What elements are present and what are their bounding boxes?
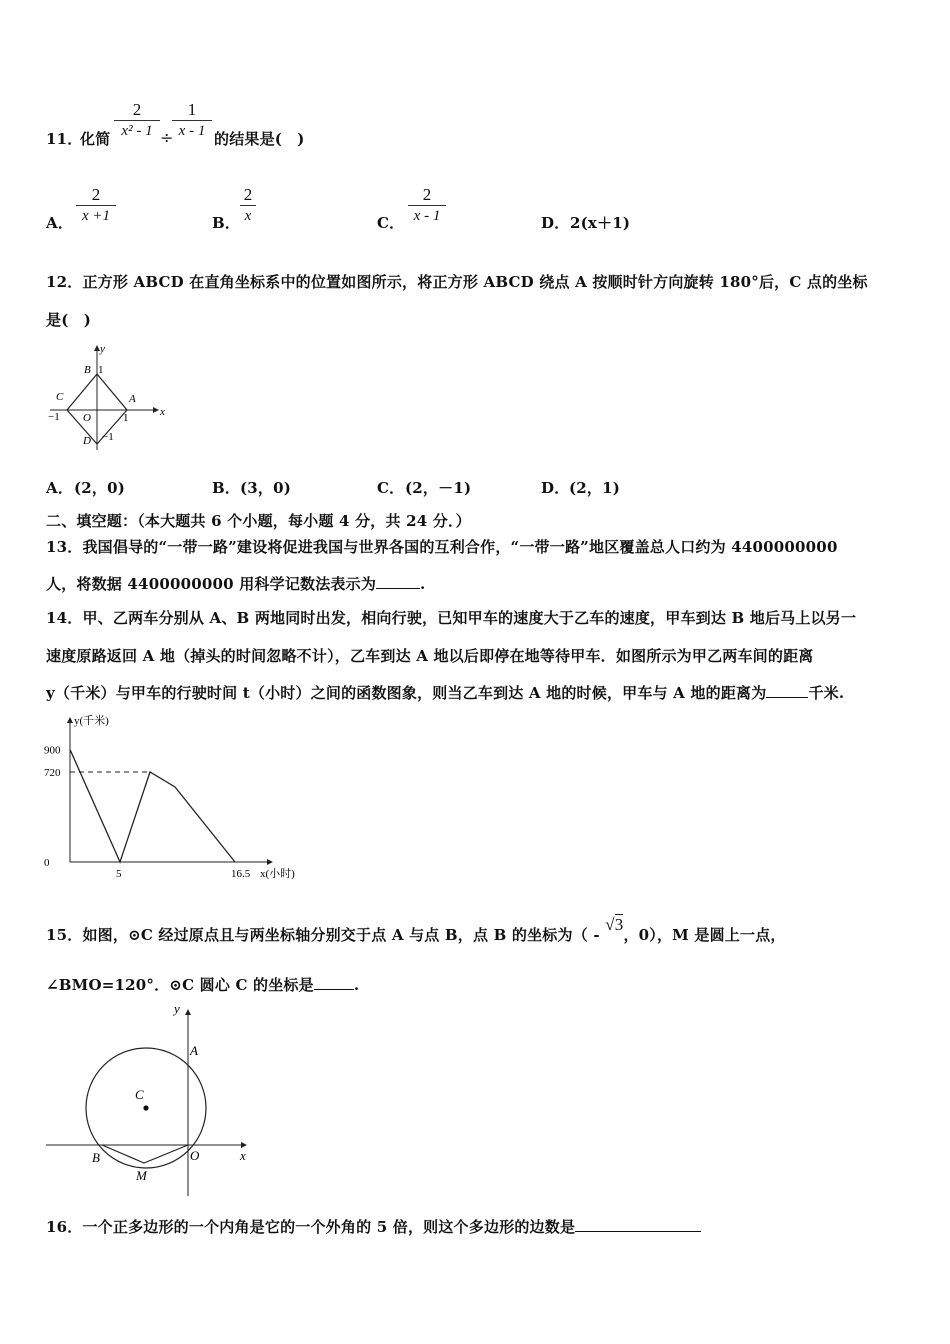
q15-label-x: x [240, 1148, 246, 1163]
q16-line [46, 1216, 701, 1237]
q15-line-2-text: ∠BMO=120°．⊙C 圆心 C 的坐标是 [46, 976, 314, 994]
q15-label-c: C [135, 1087, 144, 1102]
q12-option-c-label: C． [377, 479, 405, 497]
q13-line-2-end: . [420, 575, 426, 593]
q16-text: 16．一个正多边形的一个内角是它的一个外角的 5 倍，则这个多边形的边数是 [46, 1218, 576, 1236]
q13-line-1: 13．我国倡导的“一带一路”建设将促进我国与世界各国的互利合作，“一带一路”地区覆盖总人口约为 4400000000 [46, 538, 838, 556]
q12-label-y: y [100, 343, 105, 355]
q15-line-1-end: ，0），M 是圆上一点， [623, 926, 786, 944]
q12-option-a-text: (2，0) [74, 479, 126, 497]
q12-label-o: O [83, 412, 91, 424]
q14-line-2: 速度原路返回 A 地（掉头的时间忽略不计），乙车到达 A 地以后即停在地等待甲车．如图所示为甲乙两车间的距离 [46, 647, 814, 665]
q15-sqrt-radical-icon: √ [605, 915, 615, 934]
q14-distance-time-chart [40, 712, 310, 884]
q14-line-3-end: 千米. [808, 684, 845, 702]
q15-center-point [143, 1105, 148, 1110]
q11-option-a-label: A． [46, 214, 74, 232]
q11-option-c-num: 2 [422, 185, 432, 204]
q12-option-d-label: D． [541, 479, 570, 497]
q11-fraction-1 [114, 100, 160, 141]
q14-line-3-text: y（千米）与甲车的行驶时间 t（小时）之间的函数图象，则当乙车到达 A 地的时候，甲车与 A 地的距离为 [46, 684, 767, 702]
q14-answer-blank[interactable] [766, 697, 808, 698]
q12-label-x: x [160, 406, 165, 418]
q11-option-a-den: x +1 [81, 208, 111, 224]
q12-label-d: D [83, 435, 91, 447]
q11-option-d-text: 2(x＋1) [570, 214, 631, 232]
q15-line-1-text: 15．如图，⊙C 经过原点且与两坐标轴分别交于点 A 与点 B，点 B 的坐标为（ - [46, 926, 600, 944]
q11-fraction-2-denominator: x - 1 [178, 123, 206, 139]
q12-label-c: C [56, 391, 64, 403]
q11-option-c-label: C． [377, 214, 405, 232]
q15-label-y: y [174, 1001, 180, 1016]
q12-option-b-label: B． [212, 479, 241, 497]
q11-option-c-fraction [408, 185, 446, 226]
q14-y-tick-label: 0 [44, 857, 50, 869]
q11-number: 11． [46, 130, 83, 148]
q14-series-line [70, 750, 235, 863]
q12-label-one-top: 1 [98, 364, 104, 376]
q11-fraction-1-numerator: 2 [132, 100, 142, 119]
q11-option-b-den: x [244, 208, 252, 224]
q14-x-axis-label: x(小时) [260, 868, 295, 880]
q11-fraction-2 [172, 100, 212, 141]
q14-line-3 [46, 682, 844, 703]
q13-answer-blank[interactable] [376, 588, 420, 589]
q14-line-1: 14．甲、乙两车分别从 A、B 两地同时出发，相向行驶，已知甲车的速度大于乙车的速度，甲车到达 B 地后马上以另一 [46, 609, 857, 627]
q15-line-2-end: . [353, 976, 360, 994]
q15-sqrt-expression [605, 915, 623, 935]
q12-label-neg1-left: −1 [48, 411, 60, 423]
q15-label-m: M [136, 1168, 147, 1183]
q15-sqrt-value: 3 [614, 915, 624, 934]
q12-label-one-right: 1 [123, 412, 129, 424]
q12-line-2: 是( ) [46, 311, 91, 329]
q11-lead: 化简 [80, 130, 111, 148]
section-2-title: 二、填空题：（本大题共 6 个小题，每小题 4 分，共 24 分．） [46, 512, 471, 530]
q12-option-d-text: (2，1) [569, 479, 621, 497]
q15-label-o: O [190, 1148, 200, 1163]
q12-option-a-label: A． [46, 479, 74, 497]
q13-line-2 [46, 573, 425, 594]
q16-answer-blank[interactable] [575, 1231, 701, 1232]
q11-fraction-1-denominator: x² - 1 [121, 123, 153, 139]
q15-line-2 [46, 974, 359, 995]
q14-y-tick-label: 900 [44, 744, 61, 757]
q12-option-c-text: (2，－1) [405, 479, 472, 497]
q13-line-2-text: 人，将数据 4400000000 用科学记数法表示为 [46, 575, 377, 593]
q12-label-b: B [84, 364, 91, 376]
q14-x-tick-label: 5 [116, 868, 122, 880]
q11-tail: 的结果是( ) [214, 130, 305, 148]
q11-fraction-2-numerator: 1 [187, 100, 197, 119]
q15-circle-figure [40, 1000, 260, 1200]
q11-option-b-fraction [240, 185, 256, 226]
q15-label-b: B [92, 1150, 100, 1165]
q12-label-neg1-bottom: −1 [102, 431, 114, 443]
q14-y-tick-label: 720 [44, 767, 61, 779]
q14-y-axis-label: y(千米) [74, 715, 109, 727]
q15-answer-blank[interactable] [314, 989, 354, 990]
q11-option-a-num: 2 [91, 185, 101, 204]
q14-x-tick-label: 16.5 [231, 868, 251, 880]
q11-option-b-num: 2 [243, 185, 253, 204]
q12-label-a: A [129, 393, 136, 405]
q12-line-1: 12．正方形 ABCD 在直角坐标系中的位置如图所示，将正方形 ABCD 绕点 A 按顺时针方向旋转 180°后，C 点的坐标 [46, 273, 868, 291]
q15-line-1 [46, 915, 786, 945]
q11-option-a-fraction [76, 185, 116, 226]
q11-divide-sign: ÷ [160, 128, 174, 147]
q12-option-b-text: (3，0) [240, 479, 292, 497]
q12-square-figure [40, 340, 170, 455]
q11-option-d-label: D． [541, 214, 570, 232]
q11-option-c-den: x - 1 [413, 208, 441, 224]
q15-label-a: A [190, 1043, 198, 1058]
q11-option-b-label: B． [212, 214, 241, 232]
